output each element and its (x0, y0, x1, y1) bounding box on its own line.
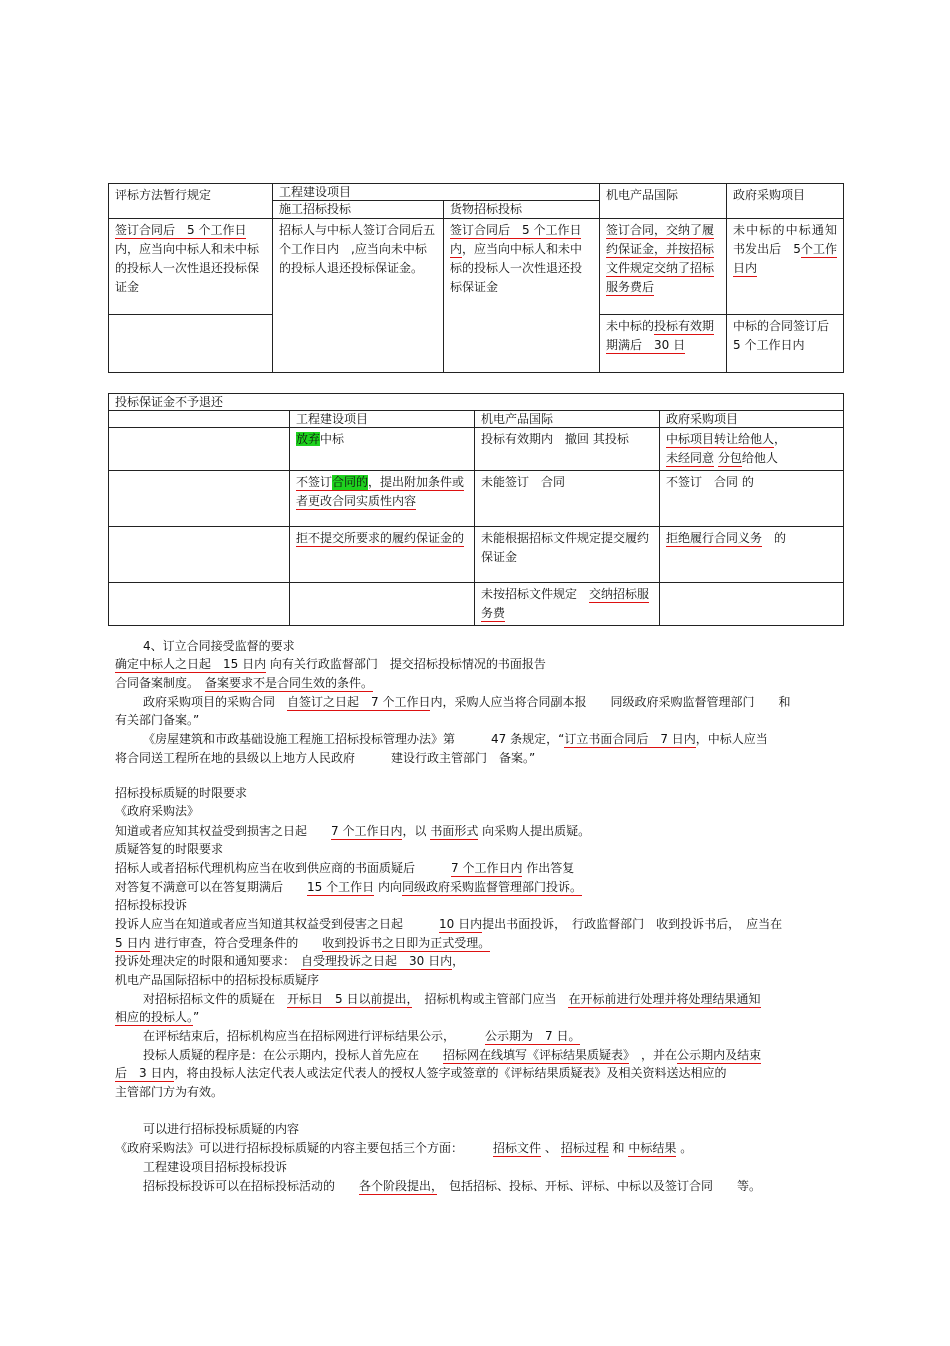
r2-gov-cell: 中标的合同签订后 5 个工作日内 (727, 315, 844, 373)
r1-method-cell: 签订合同后 5 个工作日内，应当向中标人和未中标的投标人一次性退还投标保证金 (109, 219, 273, 315)
paragraph-line: 将合同送工程所在地的县级以上地方人民政府 建设行政主管部门 备案。” (115, 751, 536, 765)
deposit-no-refund-table (108, 393, 844, 626)
paragraph-line: 在评标结束后，招标机构应当在招标网进行评标结果公示， 公示期为 7 日。 (143, 1029, 581, 1043)
t2-r1-eng: 放弃中标 (290, 428, 475, 471)
t2-r1-gov: 中标项目转让给他人， 未经同意 分包给他人 (660, 428, 844, 471)
paragraph-line: 知道或者应知其权益受到损害之日起 7 个工作日内，以 书面形式 向采购人提出质疑。 (115, 824, 591, 838)
section-objection-content: 可以进行招标投标质疑的内容 (143, 1122, 300, 1136)
t2-r3-mech: 未能根据招标文件规定提交履约 保证金 (475, 527, 660, 583)
section-complaint: 招标投标投诉 (115, 898, 188, 912)
t2-r2-mech: 未能签订 合同 (475, 471, 660, 527)
t2-r1-mech: 投标有效期内 撤回 其投标 (475, 428, 660, 471)
t2-r4-eng (290, 583, 475, 626)
t2-header-engineering: 工程建设项目 (290, 411, 475, 428)
header-engineering: 工程建设项目 (273, 184, 600, 201)
paragraph-line: 《房屋建筑和市政基础设施工程施工招标投标管理办法》第 47 条规定，“订立书面合同后 7 日内，中标人应当 (143, 732, 768, 746)
t2-r3-gov: 拒绝履行合同义务 的 (660, 527, 844, 583)
paragraph-line: 投诉人应当在知道或者应当知道其权益受到侵害之日起 10 日内提出书面投诉， 行政监督部门 收到投诉书后， 应当在 (115, 917, 783, 931)
t2-r1-blank (109, 428, 290, 471)
table2-title: 投标保证金不予退还 (109, 394, 844, 411)
paragraph-line: 5 日内 进行审查，符合受理条件的 收到投诉书之日即为正式受理。 (115, 936, 491, 950)
t2-r2-blank (109, 471, 290, 527)
section-objection-deadline: 招标投标质疑的时限要求 (115, 786, 248, 800)
paragraph-line: 合同备案制度。 备案要求不是合同生效的条件。 (115, 676, 374, 690)
header-mech: 机电产品国际 (600, 184, 727, 219)
paragraph-line: 后 3 日内，将由投标人法定代表人或法定代表人的授权人签字或签章的《评标结果质疑表》及相关资料送达相应的 (115, 1066, 727, 1080)
t2-header-gov: 政府采购项目 (660, 411, 844, 428)
paragraph-line: 招标人或者招标代理机构应当在收到供应商的书面质疑后 7 个工作日内 作出答复 (115, 861, 575, 875)
r1-mech-cell: 签订合同，交纳了履约保证金，并按招标文件规定交纳了招标服务费后 (600, 219, 727, 315)
deposit-refund-table (108, 183, 844, 373)
paragraph-line: 政府采购项目的采购合同 自签订之日起 7 个工作日内，采购人应当将合同副本报 同级政府采购监督管理部门 和 (143, 695, 791, 709)
t2-r4-gov (660, 583, 844, 626)
paragraph-line: 确定中标人之日起 15 日内 向有关行政监督部门 提交招标投标情况的书面报告 (115, 657, 546, 671)
t2-r3-eng: 拒不提交所要求的履约保证金的 (290, 527, 475, 583)
r2-method-cell (109, 315, 273, 373)
header-method: 评标方法暂行规定 (109, 184, 273, 219)
t2-header-mech: 机电产品国际 (475, 411, 660, 428)
paragraph-line: 主管部门方为有效。 (115, 1085, 224, 1099)
paragraph-line: 对招标招标文件的质疑在 开标日 5 日以前提出， 招标机构或主管部门应当 在开标前进行处理并将处理结果通知 (143, 992, 761, 1006)
paragraph-line: 投标人质疑的程序是：在公示期内，投标人首先应在 招标网在线填写《评标结果质疑表》 ，并在公示期内及结束 (143, 1048, 762, 1062)
t2-r2-gov: 不签订 合同 的 (660, 471, 844, 527)
r1-goods-cell: 签订合同后 5 个工作日内，应当向中标人和未中标的投标人一次性退还投标保证金 (444, 219, 600, 373)
paragraph-line: 《政府采购法》可以进行招标投标质疑的内容主要包括三个方面： 招标文件 、 招标过程 和 中标结果 。 (115, 1141, 693, 1155)
t2-r4-mech: 未按招标文件规定 交纳招标服务费 (475, 583, 660, 626)
section-contract-supervision: 4、订立合同接受监督的要求 (143, 639, 295, 653)
section-reply-deadline: 质疑答复的时限要求 (115, 842, 224, 856)
t2-r2-eng: 不签订合同的，提出附加条件或者更改合同实质性内容 (290, 471, 475, 527)
law-title: 《政府采购法》 (115, 804, 200, 818)
r1-construction-cell: 招标人与中标人签订合同后五个工作日内 ,应当向未中标的投标人退还投标保证金。 (273, 219, 444, 373)
r2-mech-cell: 未中标的投标有效期期满后 30 日 (600, 315, 727, 373)
header-goods: 货物招标投标 (444, 201, 600, 219)
paragraph-line: 对答复不满意可以在答复期满后 15 个工作日 内向同级政府采购监督管理部门投诉。 (115, 880, 582, 894)
t2-r3-blank (109, 527, 290, 583)
header-gov: 政府采购项目 (727, 184, 844, 219)
section-engineering-complaint: 工程建设项目招标投标投诉 (143, 1160, 288, 1174)
section-mech-objection: 机电产品国际招标中的招标投标质疑序 (115, 973, 320, 987)
r1-gov-cell: 未中标的中标通知书发出后 5个工作日内 (727, 219, 844, 315)
t2-header-blank (109, 411, 290, 428)
paragraph-line: 相应的投标人。” (115, 1010, 200, 1024)
header-construction: 施工招标投标 (273, 201, 444, 219)
paragraph-line: 有关部门备案。” (115, 713, 200, 727)
paragraph-line: 招标投标投诉可以在招标投标活动的 各个阶段提出， 包括招标、投标、开标、评标、中标以及签订合同 等。 (143, 1179, 762, 1193)
t2-r4-blank (109, 583, 290, 626)
paragraph-line: 投诉处理决定的时限和通知要求： 自受理投诉之日起 30 日内， (115, 954, 465, 968)
